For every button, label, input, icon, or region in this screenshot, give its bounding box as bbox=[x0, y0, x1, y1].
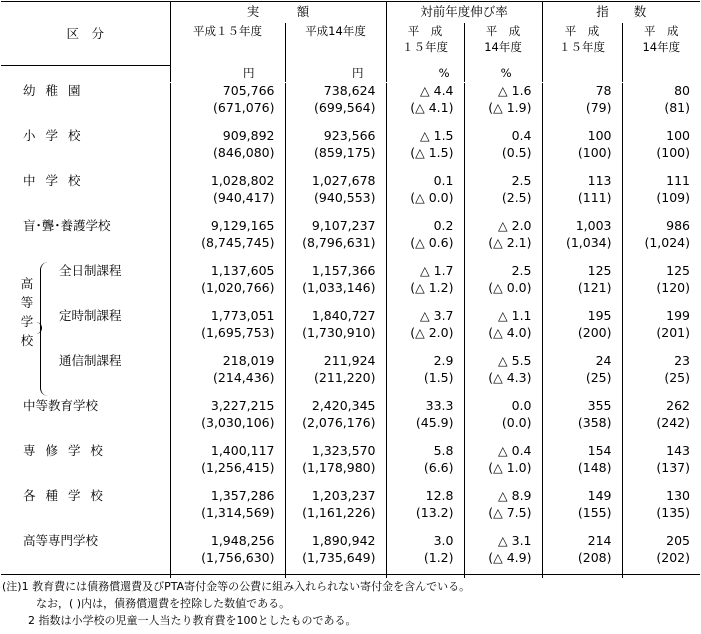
index-h15-cell bbox=[542, 173, 622, 218]
unit-row bbox=[1, 65, 700, 82]
index-h15-value-excl: (100) bbox=[577, 144, 612, 160]
unit-yen-h15: 円 bbox=[170, 65, 285, 82]
growth-h14-value-excl: (△ 1.0) bbox=[488, 459, 532, 475]
growth-h15-cell bbox=[386, 308, 464, 353]
growth-h14-value-excl: (0.0) bbox=[501, 414, 532, 430]
amount-h15-value: 3,227,215 bbox=[210, 398, 275, 413]
amount-h15-value-excl: (8,745,745) bbox=[201, 234, 275, 250]
growth-h15-cell bbox=[386, 173, 464, 218]
amount-h14-value: 1,890,942 bbox=[311, 533, 376, 548]
index-h15-cell bbox=[542, 533, 622, 578]
growth-h15-value-excl: (13.2) bbox=[415, 504, 454, 520]
index-h14-value: 80 bbox=[674, 83, 690, 98]
index-h15-value: 1,003 bbox=[575, 218, 612, 233]
header-row-1 bbox=[1, 2, 700, 24]
index-h15-cell bbox=[542, 443, 622, 488]
growth-h15-line2: １５年度 bbox=[402, 40, 449, 54]
amount-h15-value-excl: (1,695,753) bbox=[201, 324, 275, 340]
index-h15-value: 125 bbox=[587, 263, 612, 278]
growth-h14-value: △ 2.0 bbox=[498, 218, 532, 233]
koto-char-2: 等 bbox=[20, 295, 34, 310]
growth-h14-cell bbox=[464, 308, 542, 353]
index-h14-value: 23 bbox=[674, 353, 690, 368]
amount-h15-value-excl: (1,256,415) bbox=[201, 459, 275, 475]
amount-h15-cell bbox=[170, 353, 285, 398]
amount-h14-header: 平成14年度 bbox=[285, 23, 386, 65]
growth-h14-cell bbox=[464, 173, 542, 218]
index-h14-cell bbox=[622, 83, 700, 128]
growth-h15-value-excl: (△ 0.6) bbox=[410, 234, 454, 250]
index-h15-cell bbox=[542, 353, 622, 398]
growth-h14-value: △ 0.4 bbox=[498, 443, 532, 458]
amount-h15-value: 1,948,256 bbox=[210, 533, 275, 548]
amount-h15-value-excl: (671,076) bbox=[213, 99, 275, 115]
growth-h15-cell bbox=[386, 443, 464, 488]
growth-h15-value: 5.8 bbox=[433, 443, 454, 458]
index-h14-value-excl: (137) bbox=[656, 459, 690, 475]
growth-h14-cell bbox=[464, 398, 542, 443]
table-row bbox=[1, 218, 700, 263]
amount-h14-value: 923,566 bbox=[323, 128, 376, 143]
index-h15-value-excl: (155) bbox=[577, 504, 612, 520]
growth-h15-value: 12.8 bbox=[425, 488, 454, 503]
growth-h14-value: △ 1.6 bbox=[498, 83, 532, 98]
unit-yen-h14: 円 bbox=[285, 65, 386, 82]
amount-h15-value-excl: (1,314,569) bbox=[201, 504, 275, 520]
education-cost-body bbox=[1, 83, 700, 578]
index-h14-value-excl: (1,024) bbox=[644, 234, 690, 250]
index-h14-cell bbox=[622, 173, 700, 218]
index-h14-value-excl: (25) bbox=[664, 369, 690, 385]
index-h14-line1: 平 成 bbox=[644, 24, 679, 38]
index-h14-value-excl: (202) bbox=[656, 549, 690, 565]
index-h14-cell bbox=[622, 263, 700, 308]
index-h15-value-excl: (200) bbox=[577, 324, 612, 340]
growth-h15-value: 2.9 bbox=[433, 353, 454, 368]
index-h15-value: 100 bbox=[587, 128, 612, 143]
row-label: 小 学 校 bbox=[23, 128, 84, 143]
amount-h14-value-excl: (1,178,980) bbox=[302, 459, 376, 475]
growth-h15-value: △ 4.4 bbox=[420, 83, 454, 98]
amount-h14-value: 1,027,678 bbox=[311, 173, 376, 188]
index-h15-value-excl: (208) bbox=[577, 549, 612, 565]
koto-char-1: 高 bbox=[20, 276, 34, 291]
table-bottom-rule bbox=[1, 574, 700, 575]
amount-h15-value: 705,766 bbox=[222, 83, 275, 98]
index-h15-line1: 平 成 bbox=[564, 24, 600, 38]
growth-h14-line2: 14年度 bbox=[484, 40, 522, 54]
growth-h15-value: △ 3.7 bbox=[420, 308, 454, 323]
row-label: 定時制課程 bbox=[59, 308, 122, 323]
index-h14-value: 199 bbox=[666, 308, 690, 323]
growth-h14-value: 0.4 bbox=[511, 128, 532, 143]
note-2: 2 指数は小学校の児童一人当たり教育費を100としたものである。 bbox=[28, 614, 357, 627]
growth-h15-value: △ 1.5 bbox=[420, 128, 454, 143]
amount-h14-value-excl: (940,553) bbox=[314, 189, 376, 205]
amount-h14-cell bbox=[285, 308, 386, 353]
index-h14-cell bbox=[622, 308, 700, 353]
education-cost-table bbox=[1, 1, 700, 82]
index-header: 指 数 bbox=[542, 2, 700, 24]
note-1: (注)1 教育費には債務償還費及びPTA寄付金等の公費に組み入れられない寄付金を含んでいる。 bbox=[2, 580, 471, 593]
amount-h14-value-excl: (211,220) bbox=[314, 369, 376, 385]
amount-h14-value: 1,157,366 bbox=[311, 263, 376, 278]
index-h14-cell bbox=[622, 128, 700, 173]
amount-h14-cell bbox=[285, 128, 386, 173]
growth-h15-cell bbox=[386, 83, 464, 128]
growth-h15-value-excl: (45.9) bbox=[415, 414, 454, 430]
index-h15-value-excl: (1,034) bbox=[565, 234, 612, 250]
growth-h14-value-excl: (△ 4.0) bbox=[488, 324, 532, 340]
amount-h14-cell bbox=[285, 488, 386, 533]
amount-h14-cell bbox=[285, 398, 386, 443]
index-h15-cell bbox=[542, 398, 622, 443]
index-h14-value-excl: (201) bbox=[656, 324, 690, 340]
growth-h15-value-excl: (1.5) bbox=[423, 369, 454, 385]
growth-h15-cell bbox=[386, 533, 464, 578]
amount-h15-value: 218,019 bbox=[222, 353, 275, 368]
index-h15-cell bbox=[542, 488, 622, 533]
row-label: 幼 稚 園 bbox=[23, 83, 84, 98]
amount-h15-cell bbox=[170, 128, 285, 173]
amount-h15-cell bbox=[170, 443, 285, 488]
amount-h15-value-excl: (3,030,106) bbox=[201, 414, 275, 430]
index-h14-value: 130 bbox=[666, 488, 690, 503]
index-h14-cell bbox=[622, 443, 700, 488]
row-label: 高等専門学校 bbox=[23, 533, 99, 548]
index-h14-header bbox=[622, 23, 700, 65]
table-row bbox=[1, 488, 700, 533]
growth-h14-header bbox=[464, 23, 542, 65]
growth-h14-value: 0.0 bbox=[511, 398, 532, 413]
growth-h14-value: △ 8.9 bbox=[498, 488, 532, 503]
index-h14-cell bbox=[622, 353, 700, 398]
table-row bbox=[1, 353, 700, 398]
index-h14-value-excl: (109) bbox=[656, 189, 690, 205]
amount-h15-value: 909,892 bbox=[222, 128, 275, 143]
row-label: 盲･聾･養護学校 bbox=[23, 218, 111, 233]
amount-h15-value-excl: (214,436) bbox=[213, 369, 275, 385]
amount-h15-value: 1,773,051 bbox=[210, 308, 275, 323]
growth-h14-value: △ 1.1 bbox=[498, 308, 532, 323]
note-1b: なお，( )内は，債務償還費を控除した数値である。 bbox=[36, 597, 291, 610]
amount-h14-value: 1,840,727 bbox=[311, 308, 376, 323]
koto-label bbox=[20, 274, 34, 350]
growth-h15-cell bbox=[386, 263, 464, 308]
index-h15-value: 113 bbox=[587, 173, 612, 188]
amount-h15-value: 1,357,286 bbox=[210, 488, 275, 503]
unit-pct-h14: % bbox=[464, 65, 542, 82]
growth-h14-cell bbox=[464, 83, 542, 128]
table-row bbox=[1, 398, 700, 443]
index-h14-value: 143 bbox=[666, 443, 690, 458]
unit-pct-h15: % bbox=[386, 65, 464, 82]
growth-h15-cell bbox=[386, 353, 464, 398]
amount-h14-cell bbox=[285, 218, 386, 263]
index-h14-cell bbox=[622, 218, 700, 263]
row-label: 通信制課程 bbox=[59, 353, 122, 368]
growth-h14-value-excl: (△ 4.3) bbox=[488, 369, 532, 385]
index-h15-value: 214 bbox=[587, 533, 612, 548]
row-label: 専 修 学 校 bbox=[23, 443, 106, 458]
index-h14-cell bbox=[622, 533, 700, 578]
index-h15-header bbox=[542, 23, 622, 65]
table-row bbox=[1, 443, 700, 488]
index-h15-value-excl: (111) bbox=[577, 189, 612, 205]
amount-h14-value-excl: (1,735,649) bbox=[302, 549, 376, 565]
unit-index-h14 bbox=[622, 65, 700, 82]
growth-h15-value-excl: (6.6) bbox=[423, 459, 454, 475]
growth-h15-cell bbox=[386, 218, 464, 263]
index-h14-value-excl: (120) bbox=[656, 279, 690, 295]
growth-h15-value-excl: (△ 4.1) bbox=[410, 99, 454, 115]
amount-h14-value: 1,323,570 bbox=[311, 443, 376, 458]
index-h14-value: 125 bbox=[666, 263, 690, 278]
index-h14-value: 986 bbox=[666, 218, 690, 233]
growth-h14-cell bbox=[464, 263, 542, 308]
growth-h15-cell bbox=[386, 398, 464, 443]
index-h15-cell bbox=[542, 308, 622, 353]
index-h14-line2: 14年度 bbox=[642, 40, 681, 54]
index-h14-value: 262 bbox=[666, 398, 690, 413]
index-h15-cell bbox=[542, 128, 622, 173]
amount-h15-header: 平成１５年度 bbox=[170, 23, 285, 65]
amount-h14-value: 1,203,237 bbox=[311, 488, 376, 503]
amount-h15-cell bbox=[170, 263, 285, 308]
index-h15-value: 24 bbox=[595, 353, 612, 368]
amount-h15-value: 9,129,165 bbox=[210, 218, 275, 233]
growth-h14-line1: 平 成 bbox=[485, 24, 521, 38]
table-row bbox=[1, 263, 700, 308]
index-h14-value-excl: (100) bbox=[656, 144, 690, 160]
notes bbox=[2, 578, 701, 629]
growth-h14-cell bbox=[464, 488, 542, 533]
amount-h14-value-excl: (1,161,226) bbox=[302, 504, 376, 520]
index-h15-value: 149 bbox=[587, 488, 612, 503]
amount-h14-cell bbox=[285, 83, 386, 128]
amount-h15-value-excl: (940,417) bbox=[213, 189, 275, 205]
amount-h14-cell bbox=[285, 533, 386, 578]
growth-h14-value: 2.5 bbox=[511, 173, 532, 188]
growth-h14-value: △ 5.5 bbox=[498, 353, 532, 368]
index-h14-cell bbox=[622, 398, 700, 443]
growth-h15-value: 0.2 bbox=[433, 218, 454, 233]
table-row bbox=[1, 308, 700, 353]
row-label: 全日制課程 bbox=[59, 263, 122, 278]
index-h15-value: 355 bbox=[587, 398, 612, 413]
index-h15-value-excl: (79) bbox=[585, 99, 612, 115]
growth-h14-value-excl: (△ 7.5) bbox=[488, 504, 532, 520]
amount-h15-value-excl: (1,020,766) bbox=[201, 279, 275, 295]
growth-h14-value-excl: (0.5) bbox=[501, 144, 532, 160]
index-h14-value-excl: (242) bbox=[656, 414, 690, 430]
koto-char-4: 校 bbox=[20, 333, 34, 348]
index-h15-value: 195 bbox=[587, 308, 612, 323]
amount-h15-cell bbox=[170, 533, 285, 578]
amount-h14-cell bbox=[285, 263, 386, 308]
row-label: 中 学 校 bbox=[23, 173, 84, 188]
growth-h15-value-excl: (△ 0.0) bbox=[410, 189, 454, 205]
amount-h15-value: 1,028,802 bbox=[210, 173, 275, 188]
unit-empty bbox=[1, 65, 170, 82]
index-h15-cell bbox=[542, 83, 622, 128]
growth-h14-value-excl: (△ 2.1) bbox=[488, 234, 532, 250]
growth-h15-value-excl: (△ 2.0) bbox=[410, 324, 454, 340]
growth-h14-value-excl: (△ 1.9) bbox=[488, 99, 532, 115]
growth-h15-cell bbox=[386, 488, 464, 533]
amount-h14-value-excl: (699,564) bbox=[314, 99, 376, 115]
amount-h15-cell bbox=[170, 218, 285, 263]
table-row bbox=[1, 83, 700, 128]
growth-h14-value: △ 3.1 bbox=[498, 533, 532, 548]
amount-h15-cell bbox=[170, 173, 285, 218]
amount-h14-value-excl: (8,796,631) bbox=[302, 234, 376, 250]
growth-header: 対前年度伸び率 bbox=[386, 2, 542, 24]
unit-index-h15 bbox=[542, 65, 622, 82]
growth-h14-cell bbox=[464, 443, 542, 488]
amount-h15-cell bbox=[170, 398, 285, 443]
amount-h15-value: 1,137,605 bbox=[210, 263, 275, 278]
amount-h15-value-excl: (846,080) bbox=[213, 144, 275, 160]
index-h15-value-excl: (25) bbox=[585, 369, 612, 385]
growth-h15-value-excl: (△ 1.5) bbox=[410, 144, 454, 160]
index-h14-value-excl: (135) bbox=[656, 504, 690, 520]
row-label: 中等教育学校 bbox=[23, 398, 99, 413]
amount-h15-cell bbox=[170, 308, 285, 353]
koto-brace bbox=[40, 262, 51, 396]
category-header: 区 分 bbox=[1, 2, 170, 66]
amount-h14-value: 2,420,345 bbox=[311, 398, 376, 413]
amount-h14-value-excl: (2,076,176) bbox=[302, 414, 376, 430]
index-h15-cell bbox=[542, 218, 622, 263]
koto-char-3: 学 bbox=[20, 314, 34, 329]
growth-h14-cell bbox=[464, 353, 542, 398]
growth-h14-value-excl: (△ 0.0) bbox=[488, 279, 532, 295]
growth-h14-value: 2.5 bbox=[511, 263, 532, 278]
growth-h15-value: 33.3 bbox=[425, 398, 454, 413]
index-h14-value: 111 bbox=[666, 173, 690, 188]
amount-h14-cell bbox=[285, 443, 386, 488]
growth-h14-cell bbox=[464, 218, 542, 263]
row-label: 各 種 学 校 bbox=[23, 488, 106, 503]
amount-h14-value-excl: (1,033,146) bbox=[302, 279, 376, 295]
growth-h14-cell bbox=[464, 128, 542, 173]
index-h14-value: 100 bbox=[666, 128, 690, 143]
growth-h15-value: 3.0 bbox=[433, 533, 454, 548]
growth-h15-line1: 平 成 bbox=[407, 24, 443, 38]
index-h15-value-excl: (358) bbox=[577, 414, 612, 430]
amount-h14-value: 738,624 bbox=[323, 83, 376, 98]
growth-h14-cell bbox=[464, 533, 542, 578]
amount-h14-value: 9,107,237 bbox=[311, 218, 376, 233]
amount-h14-cell bbox=[285, 173, 386, 218]
table-row bbox=[1, 128, 700, 173]
amount-h14-value-excl: (1,730,910) bbox=[302, 324, 376, 340]
index-h15-cell bbox=[542, 263, 622, 308]
index-h14-cell bbox=[622, 488, 700, 533]
index-h15-value-excl: (121) bbox=[577, 279, 612, 295]
growth-h15-value-excl: (△ 1.2) bbox=[410, 279, 454, 295]
amount-h15-value-excl: (1,756,630) bbox=[201, 549, 275, 565]
index-h15-value: 78 bbox=[595, 83, 612, 98]
index-h14-value: 205 bbox=[666, 533, 690, 548]
index-h15-line2: １５年度 bbox=[559, 40, 606, 54]
growth-h15-value: 0.1 bbox=[433, 173, 454, 188]
amount-h15-value: 1,400,117 bbox=[210, 443, 275, 458]
table-row bbox=[1, 173, 700, 218]
growth-h15-header bbox=[386, 23, 464, 65]
growth-h14-value-excl: (2.5) bbox=[501, 189, 532, 205]
amount-h14-cell bbox=[285, 353, 386, 398]
index-h15-value: 154 bbox=[587, 443, 612, 458]
index-h14-value-excl: (81) bbox=[664, 99, 690, 115]
growth-h15-value-excl: (1.2) bbox=[423, 549, 454, 565]
table-row bbox=[1, 533, 700, 578]
amount-header: 実 額 bbox=[170, 2, 386, 24]
index-h15-value-excl: (148) bbox=[577, 459, 612, 475]
amount-h15-cell bbox=[170, 83, 285, 128]
amount-h14-value: 211,924 bbox=[323, 353, 376, 368]
growth-h15-value: △ 1.7 bbox=[420, 263, 454, 278]
amount-h15-cell bbox=[170, 488, 285, 533]
growth-h15-cell bbox=[386, 128, 464, 173]
growth-h14-value-excl: (△ 4.9) bbox=[488, 549, 532, 565]
amount-h14-value-excl: (859,175) bbox=[314, 144, 376, 160]
